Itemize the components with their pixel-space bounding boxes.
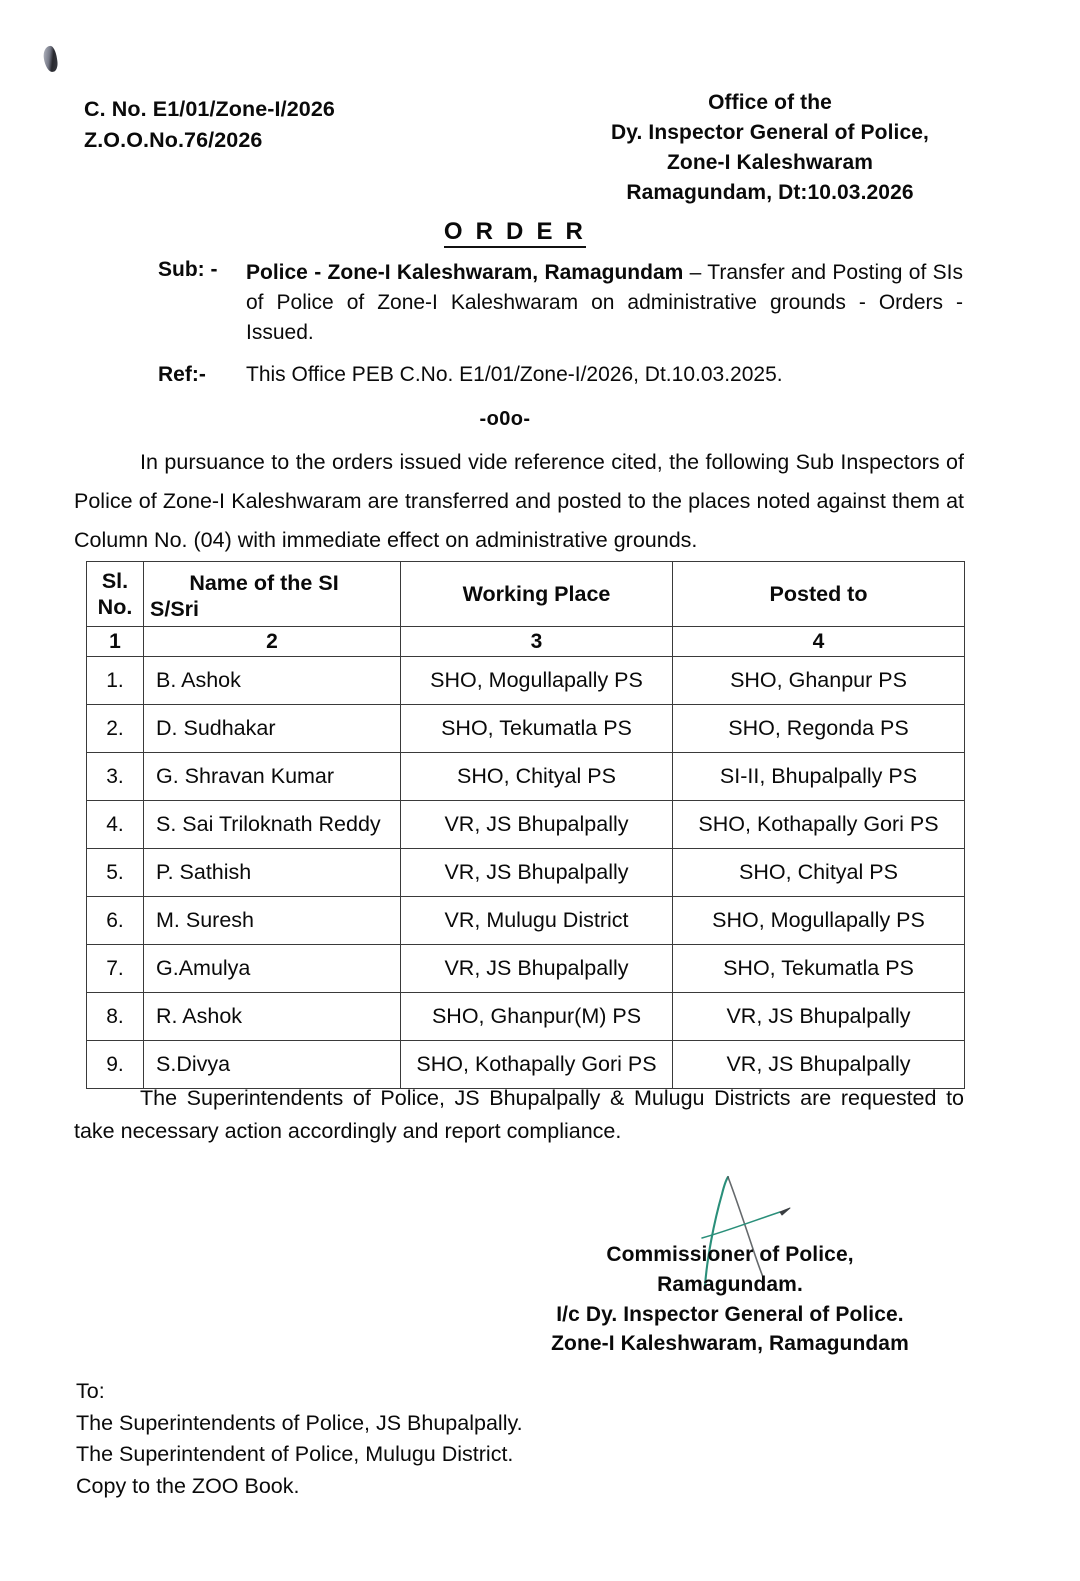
- table-row: [87, 849, 965, 897]
- transfer-table-wrapper: [86, 561, 964, 1089]
- to-line-1: The Superintendents of Police, JS Bhupalpally.: [76, 1410, 523, 1435]
- cell-posted-to: SHO, Tekumatla PS: [673, 945, 965, 993]
- subject-rest-text: – Transfer and Posting of SIs of Police of Zone-I Kaleshwaram on administrative grounds - Orders - Issued.: [246, 261, 964, 344]
- signature-line-3: I/c Dy. Inspector General of Police.: [556, 1302, 904, 1326]
- signature-line-2: Ramagundam.: [657, 1272, 803, 1296]
- office-line-3: Zone-I Kaleshwaram: [666, 151, 874, 175]
- cell-sl-no: 7.: [87, 945, 144, 993]
- to-line-2: The Superintendent of Police, Mulugu District.: [76, 1442, 514, 1467]
- cell-sl-no: 9.: [87, 1041, 144, 1089]
- reference-label: Ref:-: [158, 363, 206, 386]
- column-number-row: [87, 627, 965, 657]
- sl-no-line-2: No.: [97, 595, 133, 619]
- cell-officer-name: R. Ashok: [144, 993, 401, 1041]
- cell-working-place: SHO, Kothapally Gori PS: [401, 1041, 673, 1089]
- office-address-block: [560, 88, 980, 208]
- column-header-working-place: Working Place: [401, 562, 673, 627]
- subject-label: Sub: -: [158, 258, 218, 281]
- cell-posted-to: SHO, Chityal PS: [673, 849, 965, 897]
- cell-officer-name: S.Divya: [144, 1041, 401, 1089]
- column-number-3: 3: [401, 627, 673, 657]
- to-block: [76, 1376, 523, 1502]
- signature-line-1: Commissioner of Police,: [606, 1243, 854, 1266]
- reference-text: This Office PEB C.No. E1/01/Zone-I/2026, Dt.10.03.2025.: [246, 363, 783, 386]
- subject-text: [246, 258, 963, 347]
- table-row: [87, 705, 965, 753]
- cell-sl-no: 2.: [87, 705, 144, 753]
- cell-officer-name: D. Sudhakar: [144, 705, 401, 753]
- cell-working-place: SHO, Chityal PS: [401, 753, 673, 801]
- cell-posted-to: SHO, Regonda PS: [673, 705, 965, 753]
- cell-working-place: SHO, Tekumatla PS: [401, 705, 673, 753]
- cell-working-place: VR, JS Bhupalpally: [401, 945, 673, 993]
- reference-row: [158, 363, 963, 387]
- cell-officer-name: P. Sathish: [144, 849, 401, 897]
- column-number-2: 2: [144, 627, 401, 657]
- column-header-sl-no: [87, 562, 144, 627]
- cell-officer-name: G.Amulya: [144, 945, 401, 993]
- cell-officer-name: B. Ashok: [144, 657, 401, 705]
- cell-sl-no: 1.: [87, 657, 144, 705]
- cell-posted-to: SHO, Mogullapally PS: [673, 897, 965, 945]
- office-line-1: Office of the: [708, 91, 832, 114]
- office-line-4: Ramagundam, Dt:10.03.2026: [626, 181, 914, 205]
- cell-officer-name: M. Suresh: [144, 897, 401, 945]
- signature-line-4: Zone-I Kaleshwaram, Ramagundam: [551, 1332, 909, 1356]
- cell-posted-to: SHO, Kothapally Gori PS: [673, 801, 965, 849]
- table-row: [87, 945, 965, 993]
- cell-working-place: VR, JS Bhupalpally: [401, 849, 673, 897]
- transfer-table: [86, 561, 965, 1089]
- table-row: [87, 897, 965, 945]
- cell-sl-no: 8.: [87, 993, 144, 1041]
- intro-paragraph: In pursuance to the orders issued vide reference cited, the following Sub Inspectors of Police of Zone-I Kaleshwaram are transferred and posted to the places noted against them at Column No. (04) with immediate effect on administrative grounds.: [74, 450, 964, 553]
- cell-working-place: SHO, Mogullapally PS: [401, 657, 673, 705]
- cell-working-place: VR, JS Bhupalpally: [401, 801, 673, 849]
- table-row: [87, 993, 965, 1041]
- table-head: [87, 562, 965, 657]
- cell-sl-no: 3.: [87, 753, 144, 801]
- to-line-3: Copy to the ZOO Book.: [76, 1473, 300, 1498]
- table-row: [87, 657, 965, 705]
- cell-working-place: VR, Mulugu District: [401, 897, 673, 945]
- column-header-posted-to: Posted to: [673, 562, 965, 627]
- closing-paragraph: The Superintendents of Police, JS Bhupalpally & Mulugu Districts are requested to take necessary action accordingly and report compliance.: [74, 1086, 964, 1143]
- name-header-line-2: S/Sri: [150, 597, 199, 621]
- zoo-number: Z.O.O.No.76/2026: [84, 127, 263, 152]
- signature-block: [490, 1240, 970, 1359]
- column-number-1: 1: [87, 627, 144, 657]
- sl-no-line-1: Sl.: [101, 568, 129, 593]
- cell-sl-no: 4.: [87, 801, 144, 849]
- column-number-4: 4: [673, 627, 965, 657]
- to-label: To:: [76, 1379, 105, 1403]
- ornamental-divider: -o0o-: [479, 408, 531, 430]
- cell-posted-to: VR, JS Bhupalpally: [673, 993, 965, 1041]
- table-header-row: [87, 562, 965, 627]
- cell-officer-name: G. Shravan Kumar: [144, 753, 401, 801]
- subject-row: [158, 258, 963, 347]
- table-row: [87, 753, 965, 801]
- name-header-line-1: Name of the SI: [189, 570, 339, 595]
- column-header-name: [144, 562, 401, 627]
- cell-posted-to: SHO, Ghanpur PS: [673, 657, 965, 705]
- file-reference-block: [84, 94, 335, 155]
- order-title-text: O R D E R: [444, 218, 586, 248]
- page-title: [0, 218, 1030, 246]
- cell-posted-to: SI-II, Bhupalpally PS: [673, 753, 965, 801]
- cell-sl-no: 6.: [87, 897, 144, 945]
- cell-posted-to: VR, JS Bhupalpally: [673, 1041, 965, 1089]
- subject-bold-text: Police - Zone-I Kaleshwaram, Ramagundam: [246, 261, 684, 284]
- table-body: [87, 657, 965, 1089]
- cell-working-place: SHO, Ghanpur(M) PS: [401, 993, 673, 1041]
- ink-blot-mark: [42, 45, 58, 73]
- table-row: [87, 801, 965, 849]
- cell-sl-no: 5.: [87, 849, 144, 897]
- c-number: C. No. E1/01/Zone-I/2026: [84, 97, 335, 121]
- cell-officer-name: S. Sai Triloknath Reddy: [144, 801, 401, 849]
- office-line-2: Dy. Inspector General of Police,: [611, 121, 929, 145]
